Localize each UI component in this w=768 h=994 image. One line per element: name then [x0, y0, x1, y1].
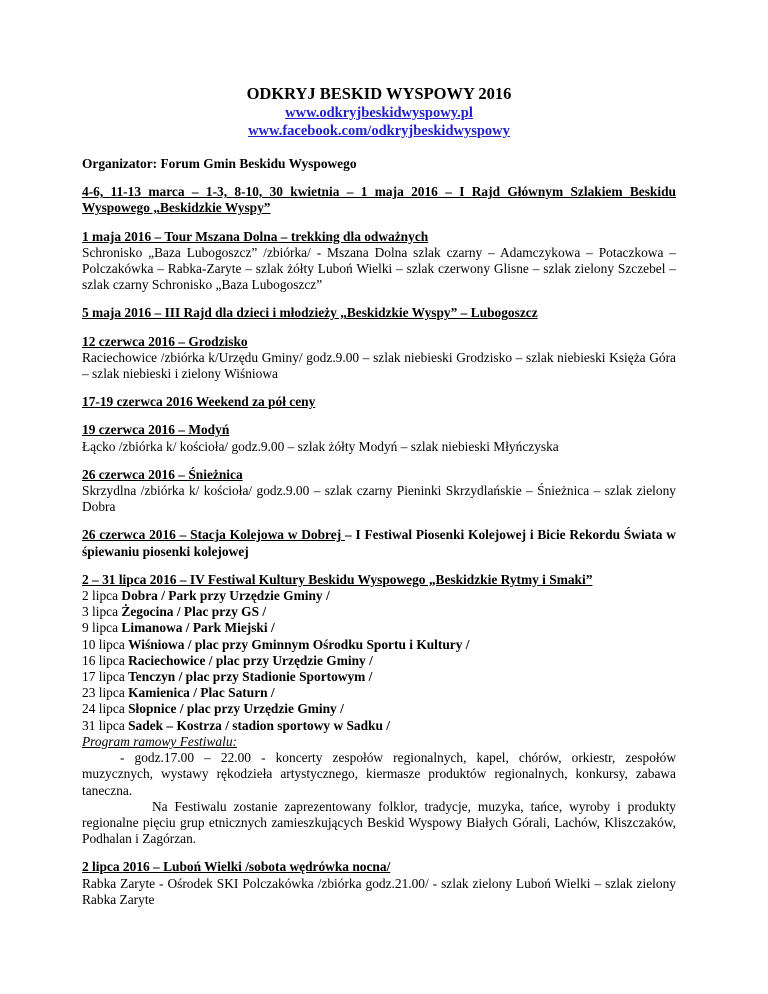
event-heading: 26 czerwca 2016 – Śnieżnica [82, 466, 243, 482]
event-heading: 12 czerwca 2016 – Grodzisko [82, 333, 248, 349]
document-page [82, 80, 676, 908]
festival-date-item [82, 604, 676, 620]
event-weekend-za-pol-ceny [82, 394, 676, 410]
organizer-line: Organizator: Forum Gmin Beskidu Wyspowego [82, 156, 357, 171]
event-tour-mszana-dolna [82, 229, 676, 294]
festival-date: 9 lipca [82, 620, 122, 636]
event-rajd-dla-dzieci [82, 305, 676, 321]
festival-date: 2 lipca [82, 588, 122, 604]
event-heading: 17-19 czerwca 2016 Weekend za pół ceny [82, 394, 316, 410]
event-heading-rest: – I Festiwal Piosenki Kolejowej i Bicie Rekordu Świata w śpiewaniu piosenki kolejowej [82, 527, 676, 559]
festival-dates-list [82, 588, 676, 734]
program-label: Program ramowy Festiwalu: [82, 733, 237, 749]
event-heading: 2 – 31 lipca 2016 – IV Festiwal Kultury Beskidu Wyspowego „Beskidzkie Rytmy i Smaki” [82, 571, 593, 587]
event-description: Raciechowice /zbiórka k/Urzędu Gminy/ godz.9.00 – szlak niebieski Grodzisko – szlak niebieski Księża Góra – szlak niebieski i zielony Wiśniowa [82, 349, 676, 382]
festival-place: Słopnice / plac przy Urzędzie Gminy / [128, 701, 344, 717]
festival-date: 24 lipca [82, 701, 129, 717]
festival-date: 10 lipca [82, 636, 129, 652]
event-heading [82, 527, 676, 559]
festival-place: Sadek – Kostrza / stadion sportowy w Sadku / [128, 717, 391, 733]
festival-place: Kamienica / Plac Saturn / [128, 685, 275, 701]
document-title: ODKRYJ BESKID WYSPOWY 2016 [246, 84, 512, 103]
festival-date: 3 lipca [82, 604, 122, 620]
event-heading: 19 czerwca 2016 – Modyń [82, 422, 230, 438]
event-heading-underlined: 26 czerwca 2016 – Stacja Kolejowa w Dobrej [82, 527, 345, 543]
event-rajd-glownym-szlakiem [82, 184, 676, 216]
event-modyn [82, 422, 676, 454]
festival-date: 16 lipca [82, 652, 129, 668]
program-paragraph: - godz.17.00 – 22.00 - koncerty zespołów regionalnych, kapel, chórów, orkiestr, zespołów muzycznych, wystawy rękodzieła artystycznego, kiermasze produktów regionalnych, konkursy, zabawa taneczna. [82, 750, 676, 798]
festival-date-item [82, 620, 676, 636]
event-heading: 2 lipca 2016 – Luboń Wielki /sobota wędrówka nocna/ [82, 859, 391, 875]
festival-place: Żegocina / Plac przy GS / [121, 604, 267, 620]
event-description: Schronisko „Baza Lubogoszcz” /zbiórka/ - Mszana Dolna szlak czarny – Adamczykowa – Potaczkowa – Polczakówka – Rabka-Zaryte – szlak żółty Luboń Wielki – szlak czerwony Glisne – szlak zielony Szczebel – szlak czarny Schronisko „Baza Lubogoszcz” [82, 244, 676, 293]
website-link[interactable]: www.odkryjbeskidwyspowy.pl [285, 105, 473, 121]
event-description: Rabka Zaryte - Ośrodek SKI Polczakówka /zbiórka godz.21.00/ - szlak zielony Luboń Wielki – szlak zielony Rabka Zaryte [82, 875, 676, 907]
event-heading: 4-6, 11-13 marca – 1-3, 8-10, 30 kwietnia – 1 maja 2016 – I Rajd Głównym Szlakiem Beskidu Wyspowego „Beskidzkie Wyspy” [82, 184, 676, 216]
event-description: Łącko /zbiórka k/ kościoła/ godz.9.00 – szlak żółty Modyń – szlak niebieski Młyńczyska [82, 438, 559, 454]
event-heading: 5 maja 2016 – III Rajd dla dzieci i młodzieży „Beskidzkie Wyspy” – Lubogoszcz [82, 305, 538, 321]
event-lubon-wielki [82, 859, 676, 908]
festival-place: Dobra / Park przy Urzędzie Gminy / [121, 588, 330, 604]
festival-date-item [82, 685, 676, 701]
event-stacja-kolejowa [82, 527, 676, 559]
festival-date-item [82, 701, 676, 717]
event-heading: 1 maja 2016 – Tour Mszana Dolna – trekking dla odważnych [82, 228, 429, 244]
festival-date-item [82, 669, 676, 685]
event-grodzisko [82, 334, 676, 383]
festival-date-item [82, 588, 676, 604]
festival-place: Tenczyn / plac przy Stadionie Sportowym / [128, 669, 373, 685]
festival-date: 17 lipca [82, 669, 129, 685]
facebook-link[interactable]: www.facebook.com/odkryjbeskidwyspowy [248, 123, 510, 139]
event-festiwal-kultury [82, 572, 676, 847]
event-sniezniza [82, 467, 676, 516]
festival-date: 23 lipca [82, 685, 129, 701]
festival-date-item [82, 718, 676, 734]
festival-place: Limanowa / Park Miejski / [121, 620, 275, 636]
festival-date-item [82, 653, 676, 669]
festival-date: 31 lipca [82, 717, 129, 733]
festival-place: Raciechowice / plac przy Urzędzie Gminy / [128, 652, 373, 668]
event-description: Skrzydlna /zbiórka k/ kościoła/ godz.9.00 – szlak czarny Pieninki Skrzydlańskie – Śnieżnica – szlak zielony Dobra [82, 483, 676, 515]
festival-date-item [82, 637, 676, 653]
festival-place: Wiśniowa / plac przy Gminnym Ośrodku Sportu i Kultury / [128, 636, 470, 652]
program-paragraph: Na Festiwalu zostanie zaprezentowany folklor, tradycje, muzyka, tańce, wyroby i produkty regionalne pięciu grup etnicznych zamieszkujących Beskid Wyspowy Białych Górali, Lachów, Kliszczaków, Podhalan i Zagórzan. [82, 798, 676, 847]
